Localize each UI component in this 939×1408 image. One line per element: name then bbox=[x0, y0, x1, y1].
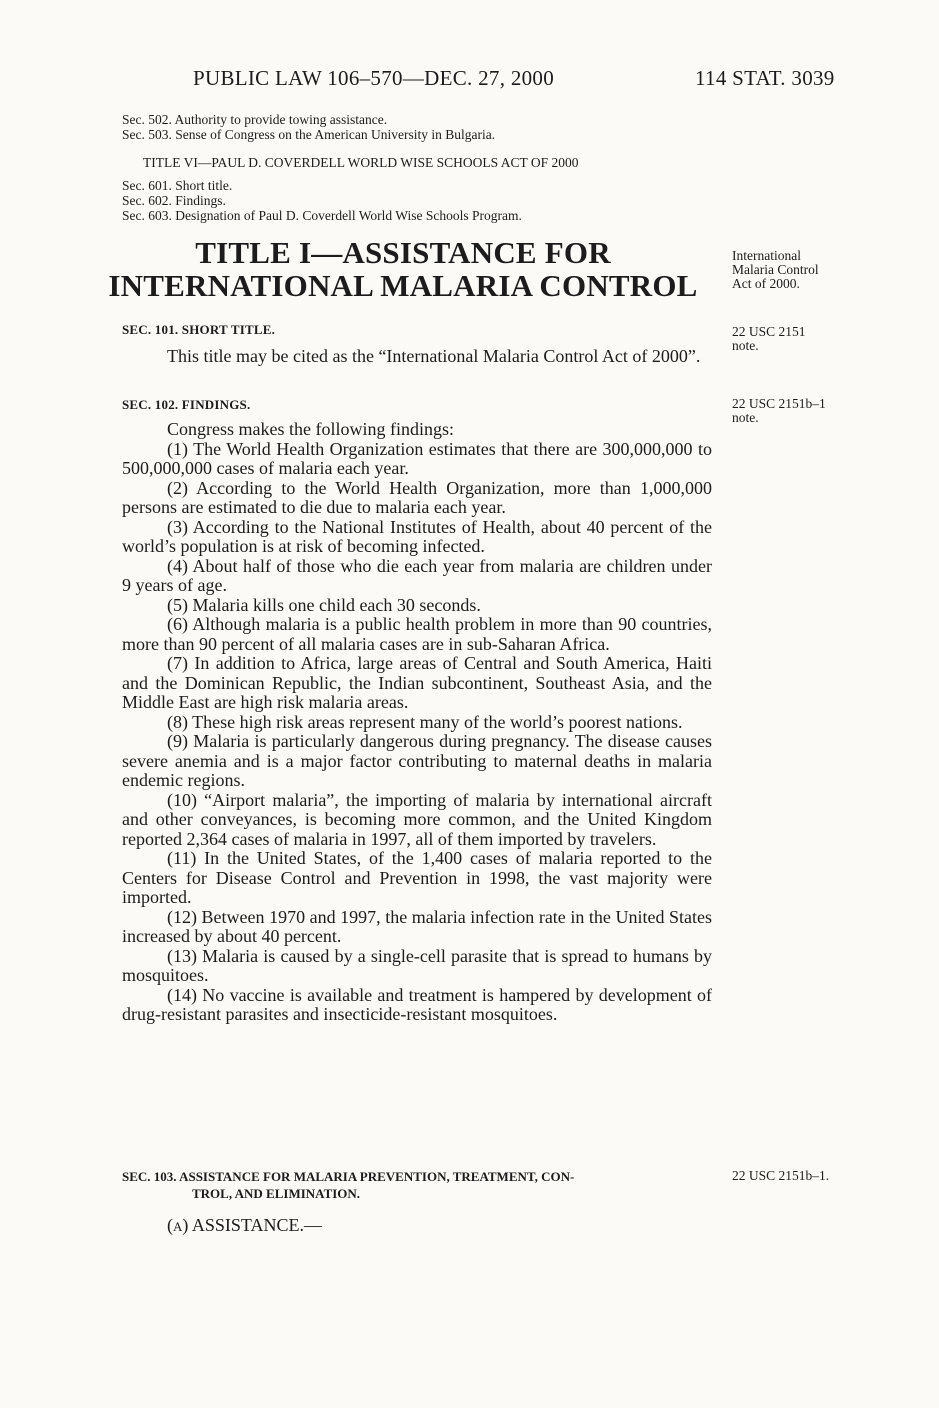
toc-entry: Sec. 603. Designation of Paul D. Coverdell World Wise Schools Program. bbox=[122, 208, 522, 223]
finding-item: (13) Malaria is caused by a single-cell parasite that is spread to humans by mosquitoes. bbox=[122, 945, 712, 985]
margin-note-sec102 bbox=[732, 397, 826, 425]
margin-note-title bbox=[732, 249, 819, 291]
sec102-heading: SEC. 102. FINDINGS. bbox=[122, 397, 251, 412]
finding-item: (9) Malaria is particularly dangerous during pregnancy. The disease causes severe anemia and is a major factor contributing to maternal deaths in malaria endemic regions. bbox=[122, 731, 712, 790]
margin-note-line: Act of 2000. bbox=[732, 276, 800, 291]
toc-entry: Sec. 601. Short title. bbox=[122, 178, 233, 193]
sec103-subsection-a: (a) ASSISTANCE.— bbox=[167, 1215, 322, 1235]
sec103-heading bbox=[122, 1168, 722, 1202]
margin-note-line: Malaria Control bbox=[732, 262, 819, 277]
title-heading bbox=[103, 236, 703, 302]
margin-note-sec101 bbox=[732, 325, 806, 353]
toc-entry: Sec. 502. Authority to provide towing assistance. bbox=[122, 112, 388, 127]
sec101-heading: SEC. 101. SHORT TITLE. bbox=[122, 322, 276, 337]
finding-item: (2) According to the World Health Organization, more than 1,000,000 persons are estimated to die due to malaria each year. bbox=[122, 477, 712, 517]
toc-entry: Sec. 602. Findings. bbox=[122, 193, 226, 208]
finding-item: (14) No vaccine is available and treatment is hampered by development of drug-resistant parasites and insecticide-resistant mosquitoes. bbox=[122, 984, 712, 1024]
running-header-left: PUBLIC LAW 106–570—DEC. 27, 2000 bbox=[193, 66, 555, 90]
running-header-right: 114 STAT. 3039 bbox=[695, 66, 835, 90]
sec102-body bbox=[122, 420, 712, 1025]
finding-item: (6) Although malaria is a public health problem in more than 90 countries, more than 90 percent of all malaria cases are in sub-Saharan Africa. bbox=[122, 614, 712, 654]
sec101-body bbox=[122, 347, 712, 367]
title-line-2: INTERNATIONAL MALARIA CONTROL bbox=[108, 268, 698, 303]
finding-item: (3) According to the National Institutes of Health, about 40 percent of the world’s population is at risk of becoming infected. bbox=[122, 516, 712, 556]
finding-item: (8) These high risk areas represent many of the world’s poorest nations. bbox=[167, 711, 683, 732]
toc-bottom bbox=[122, 178, 522, 223]
finding-item: (11) In the United States, of the 1,400 cases of malaria reported to the Centers for Disease Control and Prevention in 1998, the vast majority were imported. bbox=[122, 848, 712, 907]
margin-note-line: International bbox=[732, 248, 801, 263]
toc-title-vi: TITLE VI—PAUL D. COVERDELL WORLD WISE SCHOOLS ACT OF 2000 bbox=[143, 155, 579, 170]
finding-item: (1) The World Health Organization estimates that there are 300,000,000 to 500,000,000 cases of malaria each year. bbox=[122, 438, 712, 478]
toc-entry: Sec. 503. Sense of Congress on the American University in Bulgaria. bbox=[122, 127, 496, 142]
sec103-heading-line-2: TROL, AND ELIMINATION. bbox=[192, 1186, 361, 1201]
margin-note-line: 22 USC 2151b–1 bbox=[732, 396, 826, 411]
finding-item: (10) “Airport malaria”, the importing of malaria by international aircraft and other conveyances, is becoming more common, and the United Kingdom reported 2,364 cases of malaria in 1997, all of them imported by travelers. bbox=[122, 789, 712, 849]
sec101-text: This title may be cited as the “International Malaria Control Act of 2000”. bbox=[167, 346, 701, 366]
finding-item: (12) Between 1970 and 1997, the malaria infection rate in the United States increased by about 40 percent. bbox=[122, 906, 712, 946]
sec103-heading-line-1: SEC. 103. ASSISTANCE FOR MALARIA PREVENTION, TREATMENT, CON- bbox=[122, 1169, 575, 1184]
margin-note-line: 22 USC 2151 bbox=[732, 324, 806, 339]
title-line-1: TITLE I—ASSISTANCE FOR bbox=[195, 235, 611, 270]
finding-item: (4) About half of those who die each year from malaria are children under 9 years of age. bbox=[122, 555, 712, 595]
margin-note-sec103: 22 USC 2151b–1. bbox=[732, 1168, 830, 1183]
finding-item: (7) In addition to Africa, large areas of Central and South America, Haiti and the Dominican Republic, the Indian subcontinent, Southeast Asia, and the Middle East are high risk malaria areas. bbox=[122, 653, 712, 712]
margin-note-line: note. bbox=[732, 338, 759, 353]
sec102-intro: Congress makes the following findings: bbox=[167, 419, 454, 439]
margin-note-line: note. bbox=[732, 410, 759, 425]
finding-item: (5) Malaria kills one child each 30 seconds. bbox=[167, 594, 481, 615]
toc-top bbox=[122, 112, 495, 142]
